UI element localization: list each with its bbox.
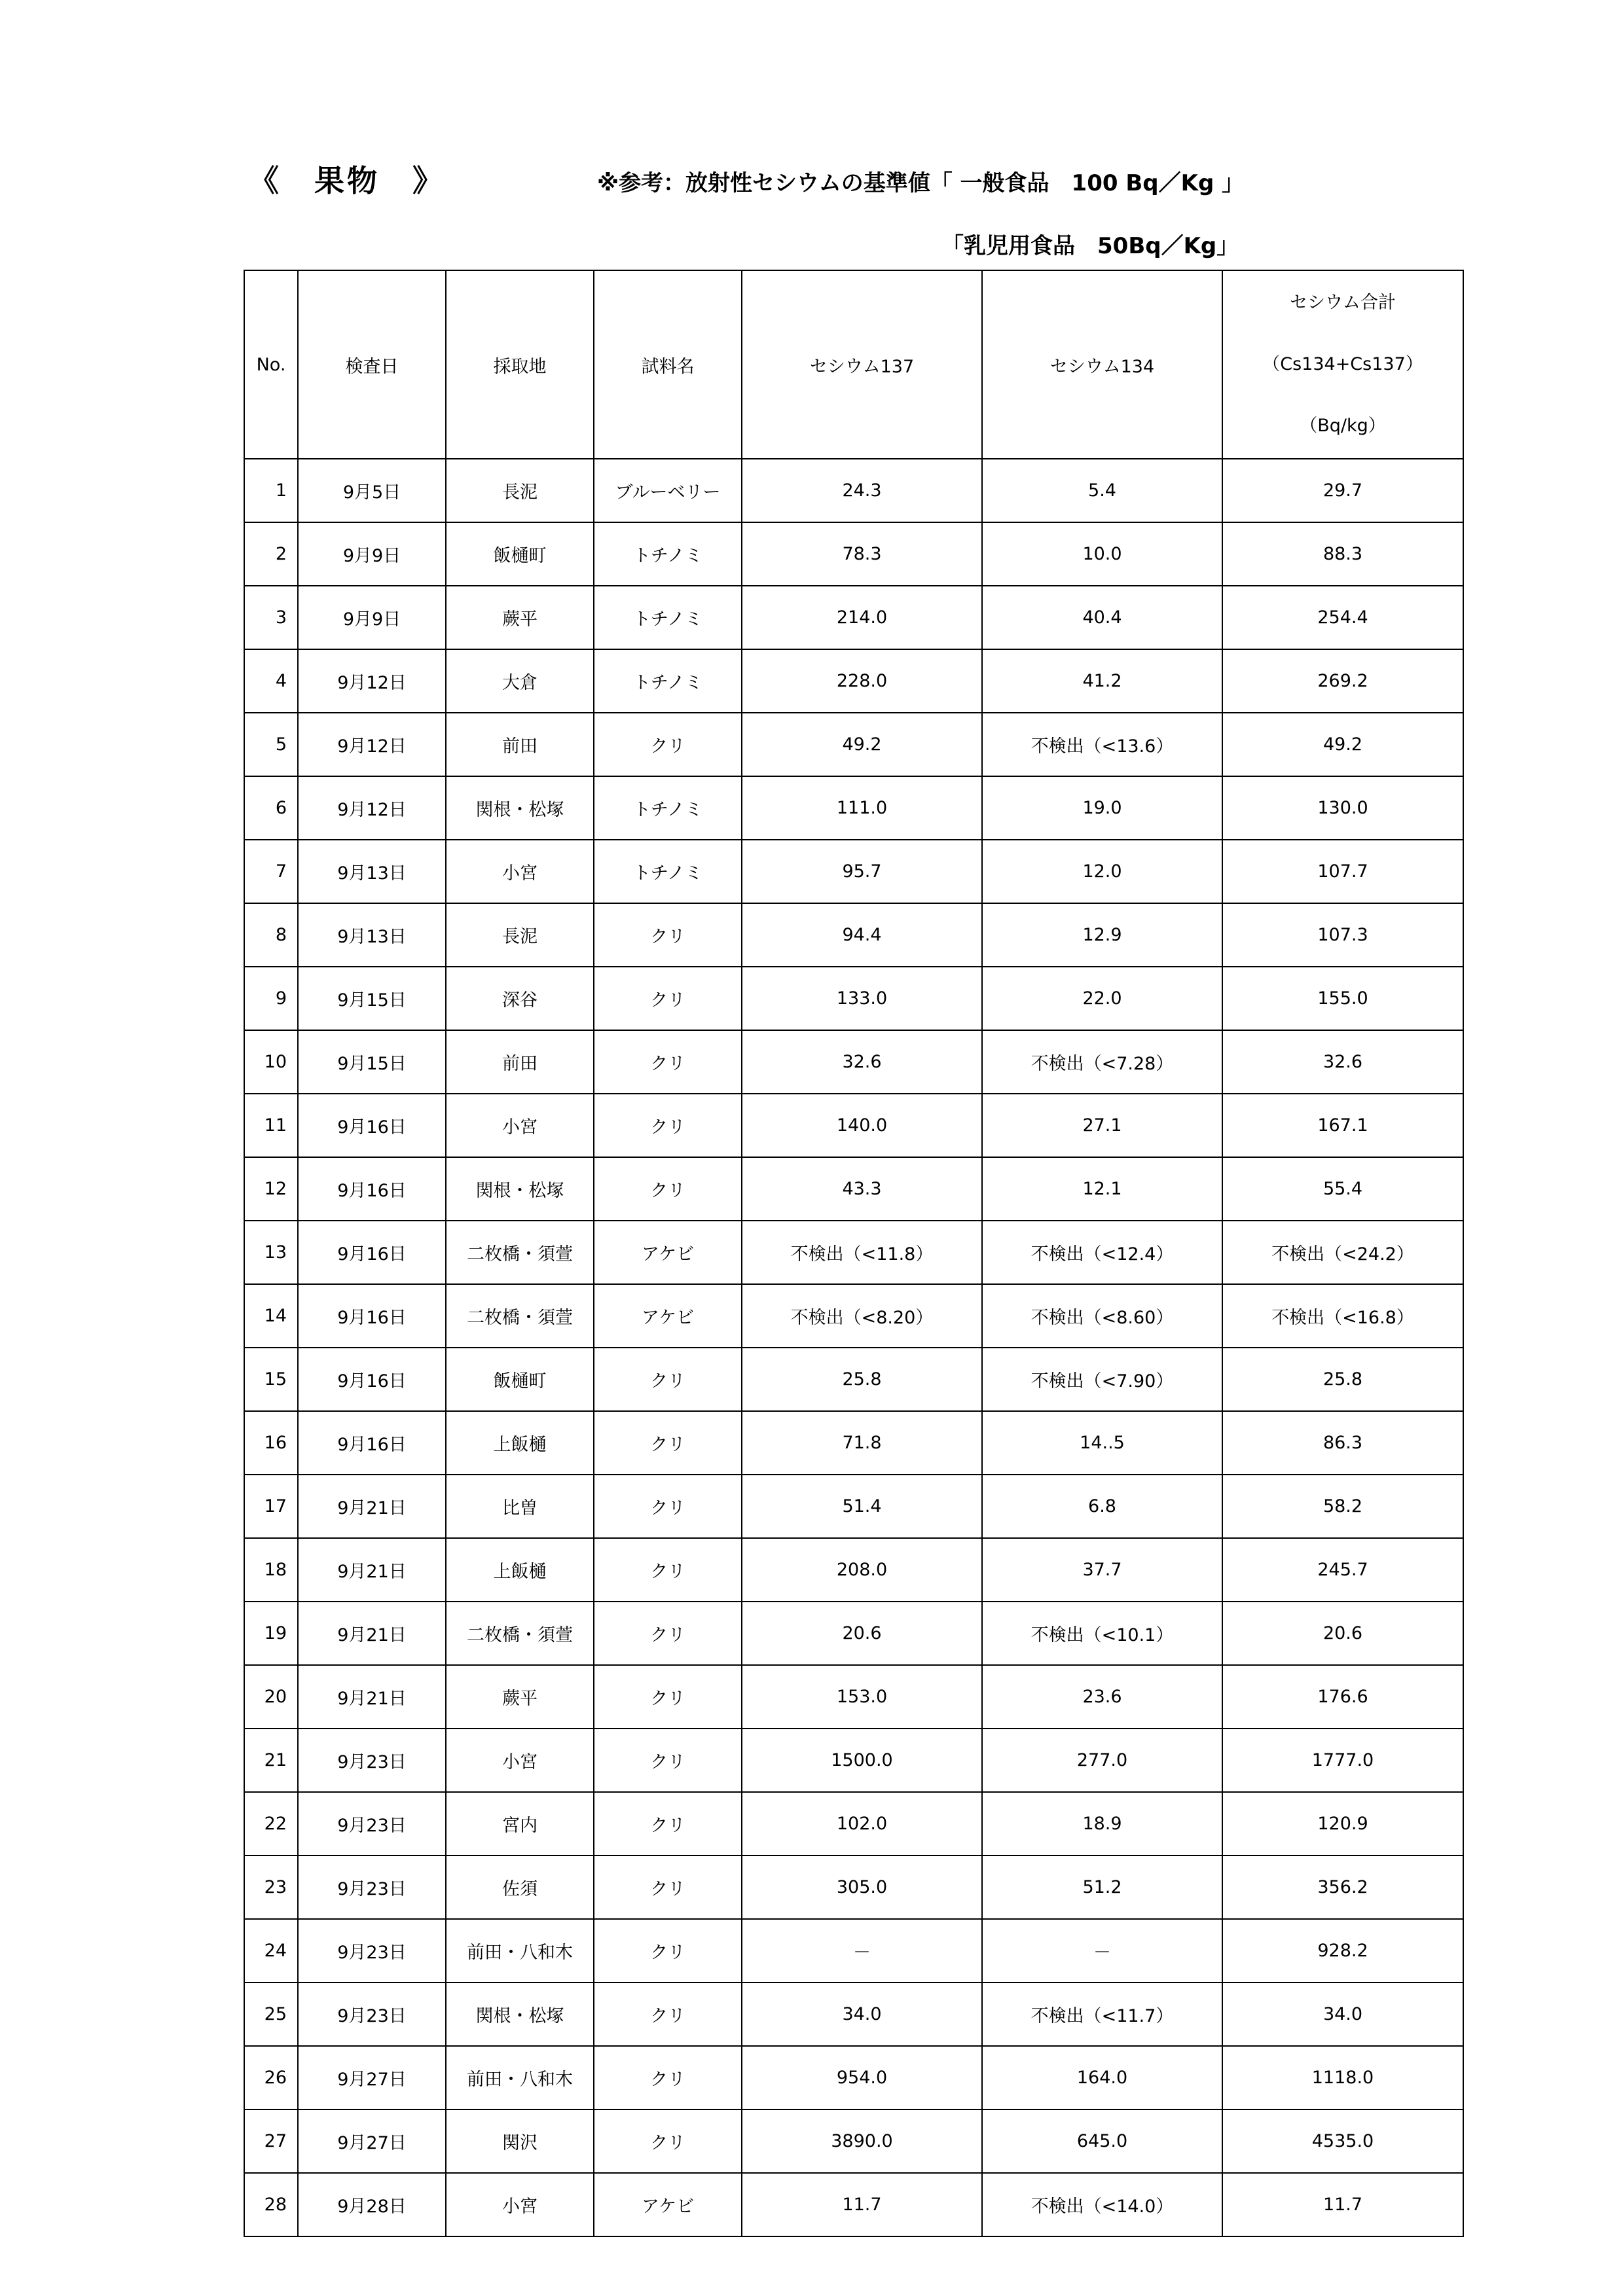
cell-place: 宮内 [446,1792,594,1856]
cell-date: 9月28日 [298,2173,446,2236]
cell-place: 関沢 [446,2109,594,2173]
cell-cs137: － [742,1919,982,1982]
cell-sample: クリ [594,1094,742,1157]
cell-total: 86.3 [1222,1411,1463,1475]
header-total-formula: （Cs134+Cs137） [1262,354,1423,374]
cell-sample: クリ [594,967,742,1030]
table-row [244,840,1463,903]
cell-sample: クリ [594,1411,742,1475]
cell-date: 9月23日 [298,1856,446,1919]
cell-total: 58.2 [1222,1475,1463,1538]
cell-cs137: 208.0 [742,1538,982,1602]
cell-sample: クリ [594,1729,742,1792]
cell-place: 関根・松塚 [446,1982,594,2046]
cell-cs137: 49.2 [742,713,982,776]
cell-total: 不検出（<16.8） [1222,1284,1463,1348]
cell-no: 16 [244,1411,298,1475]
cell-date: 9月16日 [298,1411,446,1475]
cell-cs134: 不検出（<7.28） [982,1030,1222,1094]
cell-total: 176.6 [1222,1665,1463,1729]
cell-total: 55.4 [1222,1157,1463,1221]
cell-date: 9月23日 [298,1982,446,2046]
cell-place: 小宮 [446,2173,594,2236]
cell-sample: クリ [594,1602,742,1665]
cell-no: 13 [244,1221,298,1284]
table-row [244,1982,1463,2046]
cell-place: 深谷 [446,967,594,1030]
cell-date: 9月12日 [298,713,446,776]
cell-total: 25.8 [1222,1348,1463,1411]
cell-sample: アケビ [594,2173,742,2236]
cell-date: 9月5日 [298,459,446,522]
header-cs137: セシウム137 [742,270,982,459]
cell-sample: アケビ [594,1221,742,1284]
table-row [244,459,1463,522]
cell-cs134: 37.7 [982,1538,1222,1602]
cell-no: 1 [244,459,298,522]
cell-no: 26 [244,2046,298,2109]
cell-cs134: 23.6 [982,1665,1222,1729]
cell-sample: ブルーベリー [594,459,742,522]
cell-cs134: 不検出（<11.7） [982,1982,1222,2046]
header-sample: 試料名 [594,270,742,459]
cell-cs137: 78.3 [742,522,982,586]
table-row [244,713,1463,776]
header-place: 採取地 [446,270,594,459]
cell-date: 9月13日 [298,903,446,967]
cell-sample: クリ [594,903,742,967]
cell-total: 不検出（<24.2） [1222,1221,1463,1284]
cell-no: 9 [244,967,298,1030]
table-row [244,1856,1463,1919]
table-row [244,2173,1463,2236]
page-title: 《 果物 》 [249,163,445,198]
cell-cs134: 不検出（<10.1） [982,1602,1222,1665]
header-no: No. [244,270,298,459]
cell-date: 9月15日 [298,967,446,1030]
cell-cs137: 不検出（<8.20） [742,1284,982,1348]
cell-cs134: 不検出（<13.6） [982,713,1222,776]
cell-cs137: 228.0 [742,649,982,713]
cell-sample: クリ [594,1348,742,1411]
cell-total: 107.3 [1222,903,1463,967]
cell-cs134: 14..5 [982,1411,1222,1475]
cell-total: 29.7 [1222,459,1463,522]
reference-standard-infant: 「乳児用食品 50Bq／Kg」 [941,233,1239,259]
cell-total: 11.7 [1222,2173,1463,2236]
cell-cs137: 3890.0 [742,2109,982,2173]
table-row [244,1411,1463,1475]
cell-total: 155.0 [1222,967,1463,1030]
cell-total: 88.3 [1222,522,1463,586]
cell-place: 佐須 [446,1856,594,1919]
cell-no: 14 [244,1284,298,1348]
cell-no: 19 [244,1602,298,1665]
table-row [244,2046,1463,2109]
cell-date: 9月16日 [298,1094,446,1157]
cell-no: 18 [244,1538,298,1602]
cell-no: 22 [244,1792,298,1856]
header-total [1222,270,1463,459]
cell-total: 107.7 [1222,840,1463,903]
cell-date: 9月23日 [298,1792,446,1856]
cell-sample: トチノミ [594,522,742,586]
cell-date: 9月21日 [298,1665,446,1729]
cell-cs134: 5.4 [982,459,1222,522]
cell-cs137: 153.0 [742,1665,982,1729]
table-row [244,1729,1463,1792]
cell-place: 小宮 [446,1094,594,1157]
table-row [244,1538,1463,1602]
cell-sample: クリ [594,1665,742,1729]
cell-cs134: 10.0 [982,522,1222,586]
cell-place: 前田・八和木 [446,1919,594,1982]
cell-no: 10 [244,1030,298,1094]
cell-no: 21 [244,1729,298,1792]
cell-date: 9月23日 [298,1919,446,1982]
table-row [244,967,1463,1030]
cell-cs137: 20.6 [742,1602,982,1665]
cell-no: 15 [244,1348,298,1411]
cell-date: 9月9日 [298,586,446,649]
reference-standard-general: ※参考：放射性セシウムの基準値「 一般食品 100 Bq／Kg 」 [597,170,1245,196]
cell-total: 120.9 [1222,1792,1463,1856]
cell-cs134: 12.0 [982,840,1222,903]
cell-place: 長泥 [446,903,594,967]
cell-place: 大倉 [446,649,594,713]
cell-date: 9月16日 [298,1284,446,1348]
cell-cs134: 51.2 [982,1856,1222,1919]
cell-cs137: 51.4 [742,1475,982,1538]
cell-sample: クリ [594,2109,742,2173]
cell-total: 269.2 [1222,649,1463,713]
table-row [244,1665,1463,1729]
cell-date: 9月21日 [298,1538,446,1602]
cell-place: 比曽 [446,1475,594,1538]
cell-date: 9月15日 [298,1030,446,1094]
cell-no: 12 [244,1157,298,1221]
cell-sample: クリ [594,1792,742,1856]
cell-cs134: 不検出（<12.4） [982,1221,1222,1284]
cell-place: 前田 [446,713,594,776]
cell-cs137: 1500.0 [742,1729,982,1792]
cell-sample: クリ [594,1982,742,2046]
cell-place: 二枚橋・須萱 [446,1221,594,1284]
table-row [244,903,1463,967]
cell-cs134: 645.0 [982,2109,1222,2173]
cell-date: 9月12日 [298,649,446,713]
table-row [244,1030,1463,1094]
table-row [244,1094,1463,1157]
cell-date: 9月23日 [298,1729,446,1792]
cell-cs134: 40.4 [982,586,1222,649]
cell-date: 9月16日 [298,1348,446,1411]
cell-no: 6 [244,776,298,840]
cell-no: 8 [244,903,298,967]
cell-total: 356.2 [1222,1856,1463,1919]
cell-place: 二枚橋・須萱 [446,1602,594,1665]
cell-cs137: 71.8 [742,1411,982,1475]
cell-sample: アケビ [594,1284,742,1348]
cell-cs134: 41.2 [982,649,1222,713]
cell-no: 3 [244,586,298,649]
cell-total: 167.1 [1222,1094,1463,1157]
cell-cs137: 43.3 [742,1157,982,1221]
cell-no: 2 [244,522,298,586]
table-row [244,1284,1463,1348]
cell-cs134: 22.0 [982,967,1222,1030]
cell-date: 9月12日 [298,776,446,840]
cell-place: 蕨平 [446,1665,594,1729]
cell-date: 9月27日 [298,2109,446,2173]
cell-total: 1777.0 [1222,1729,1463,1792]
cell-cs137: 102.0 [742,1792,982,1856]
cell-cs137: 24.3 [742,459,982,522]
cell-sample: クリ [594,2046,742,2109]
cell-date: 9月16日 [298,1221,446,1284]
cell-date: 9月21日 [298,1602,446,1665]
cell-no: 25 [244,1982,298,2046]
cell-no: 28 [244,2173,298,2236]
cell-cs134: 不検出（<14.0） [982,2173,1222,2236]
cell-sample: クリ [594,713,742,776]
cell-sample: トチノミ [594,649,742,713]
cell-sample: トチノミ [594,776,742,840]
header-date: 検査日 [298,270,446,459]
cell-cs134: 12.9 [982,903,1222,967]
cell-cs134: 164.0 [982,2046,1222,2109]
cell-cs137: 305.0 [742,1856,982,1919]
header-total-unit: （Bq/kg） [1300,416,1386,436]
cell-cs137: 11.7 [742,2173,982,2236]
cell-date: 9月13日 [298,840,446,903]
cell-total: 4535.0 [1222,2109,1463,2173]
cell-cs134: 19.0 [982,776,1222,840]
cell-total: 245.7 [1222,1538,1463,1602]
cell-place: 長泥 [446,459,594,522]
cell-date: 9月27日 [298,2046,446,2109]
cell-cs137: 不検出（<11.8） [742,1221,982,1284]
table-row [244,1792,1463,1856]
cell-cs134: 27.1 [982,1094,1222,1157]
cell-place: 前田 [446,1030,594,1094]
cell-cs137: 95.7 [742,840,982,903]
cell-total: 254.4 [1222,586,1463,649]
cell-total: 49.2 [1222,713,1463,776]
cell-no: 17 [244,1475,298,1538]
cell-no: 24 [244,1919,298,1982]
cell-sample: クリ [594,1538,742,1602]
header-total-title: セシウム合計 [1290,293,1396,313]
cell-cs137: 954.0 [742,2046,982,2109]
cell-cs134: 6.8 [982,1475,1222,1538]
cell-cs134: 12.1 [982,1157,1222,1221]
cell-sample: クリ [594,1157,742,1221]
cell-date: 9月9日 [298,522,446,586]
cell-total: 928.2 [1222,1919,1463,1982]
cell-sample: クリ [594,1919,742,1982]
table-row [244,2109,1463,2173]
cell-cs137: 94.4 [742,903,982,967]
cell-no: 7 [244,840,298,903]
cell-cs134: － [982,1919,1222,1982]
cell-cs137: 111.0 [742,776,982,840]
cell-place: 飯樋町 [446,1348,594,1411]
cell-no: 20 [244,1665,298,1729]
cell-cs137: 25.8 [742,1348,982,1411]
cell-cs134: 18.9 [982,1792,1222,1856]
cesium-results-table [244,270,1464,2237]
cell-sample: クリ [594,1475,742,1538]
cell-cs137: 214.0 [742,586,982,649]
cell-cs134: 不検出（<7.90） [982,1348,1222,1411]
cell-no: 5 [244,713,298,776]
cell-date: 9月21日 [298,1475,446,1538]
table-row [244,776,1463,840]
cell-total: 32.6 [1222,1030,1463,1094]
header-cs134: セシウム134 [982,270,1222,459]
cell-no: 4 [244,649,298,713]
table-row [244,649,1463,713]
cell-cs137: 133.0 [742,967,982,1030]
cell-sample: トチノミ [594,840,742,903]
cell-place: 関根・松塚 [446,776,594,840]
cell-place: 上飯樋 [446,1538,594,1602]
cell-total: 34.0 [1222,1982,1463,2046]
cell-date: 9月16日 [298,1157,446,1221]
cell-cs134: 277.0 [982,1729,1222,1792]
cell-cs137: 32.6 [742,1030,982,1094]
cell-place: 関根・松塚 [446,1157,594,1221]
table-row [244,1348,1463,1411]
table-row [244,1602,1463,1665]
cell-place: 二枚橋・須萱 [446,1284,594,1348]
cell-place: 飯樋町 [446,522,594,586]
table-row [244,1221,1463,1284]
cell-no: 23 [244,1856,298,1919]
cell-sample: トチノミ [594,586,742,649]
table-row [244,1157,1463,1221]
table-header-row [244,270,1463,459]
table-row [244,1919,1463,1982]
cell-place: 前田・八和木 [446,2046,594,2109]
cell-no: 27 [244,2109,298,2173]
cell-sample: クリ [594,1030,742,1094]
table-row [244,1475,1463,1538]
cell-total: 130.0 [1222,776,1463,840]
cell-total: 20.6 [1222,1602,1463,1665]
cell-no: 11 [244,1094,298,1157]
cell-place: 蕨平 [446,586,594,649]
cell-place: 上飯樋 [446,1411,594,1475]
cell-place: 小宮 [446,840,594,903]
cell-cs137: 34.0 [742,1982,982,2046]
table-row [244,586,1463,649]
cell-cs134: 不検出（<8.60） [982,1284,1222,1348]
cell-cs137: 140.0 [742,1094,982,1157]
cell-sample: クリ [594,1856,742,1919]
cell-total: 1118.0 [1222,2046,1463,2109]
table-row [244,522,1463,586]
cell-place: 小宮 [446,1729,594,1792]
